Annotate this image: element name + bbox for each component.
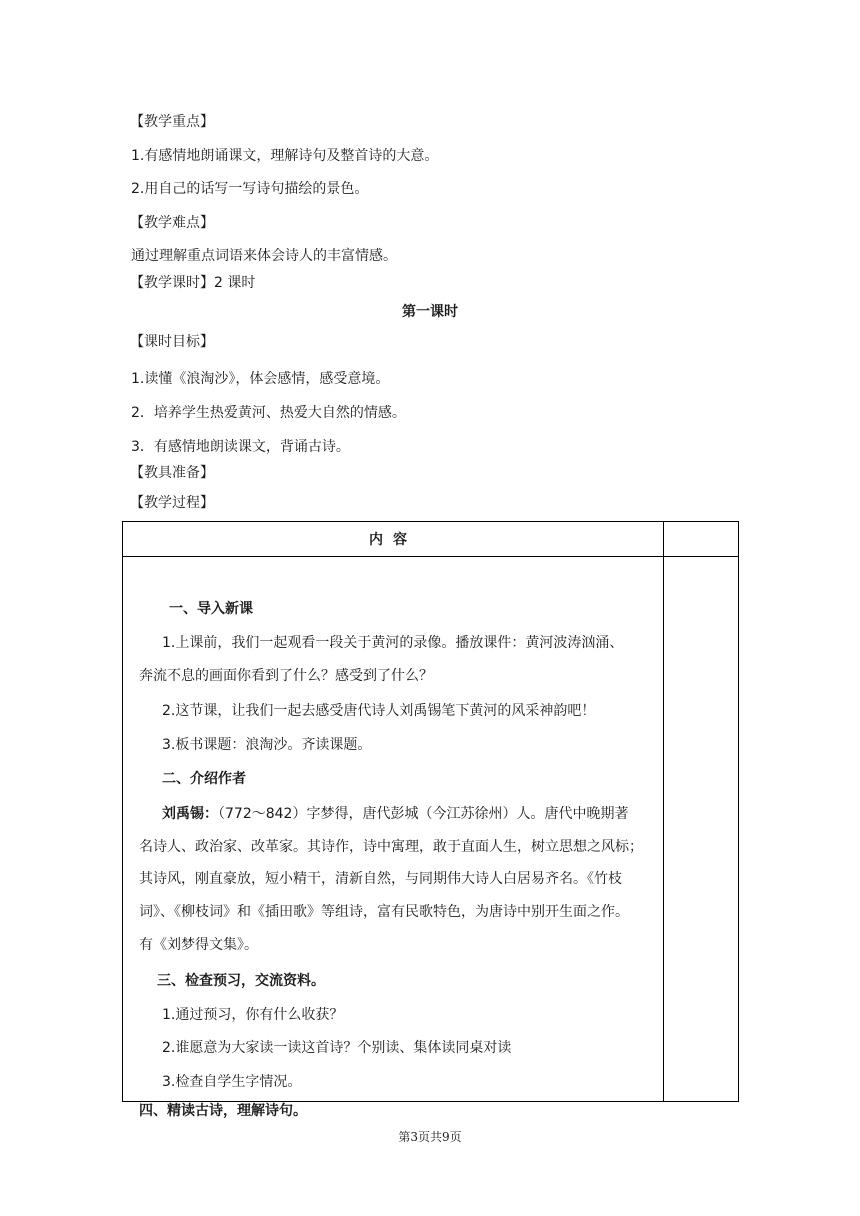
section-1-para-1a: 1.上课前，我们一起观看一段关于黄河的录像。播放课件：黄河波涛汹涌、 [162, 635, 624, 651]
table-header-notes [664, 522, 739, 557]
author-line-3: 其诗风，刚直豪放，短小精干，清新自然，与同期伟大诗人白居易齐名。《竹枝 [139, 871, 622, 887]
section-1-para-3: 3.板书课题：浪淘沙。齐读课题。 [162, 737, 372, 753]
key-point-1: 1.有感情地朗诵课文，理解诗句及整首诗的大意。 [131, 148, 439, 164]
content-cell [123, 557, 664, 1119]
author-name: 刘禹锡： [162, 806, 218, 822]
section-4-title: 四、精读古诗，理解诗句。 [139, 1103, 307, 1119]
table-header-content: 内容 [123, 522, 664, 557]
author-line-1 [162, 804, 628, 824]
goal-3: 3．有感情地朗读课文，背诵古诗。 [131, 439, 350, 455]
heading-tools: 【教具准备】 [130, 465, 214, 481]
lesson-process-table [122, 521, 739, 1119]
section-1-para-2: 2.这节课，让我们一起去感受唐代诗人刘禹锡笔下黄河的风采神韵吧！ [162, 703, 596, 719]
author-line-5: 有《刘梦得文集》。 [139, 937, 258, 953]
goal-2: 2．培养学生热爱黄河、热爱大自然的情感。 [131, 405, 406, 421]
goal-1: 1.读懂《浪淘沙》，体会感情，感受意境。 [131, 371, 390, 387]
author-line-2: 名诗人、政治家、改革家。其诗作，诗中寓理，敢于直面人生，树立思想之风标； [139, 839, 643, 855]
lesson-hours: 【教学课时】2 课时 [130, 275, 256, 291]
section-3-para-2: 2.谁愿意为大家读一读这首诗？个别读、集体读同桌对读 [162, 1040, 512, 1056]
heading-key-points: 【教学重点】 [130, 114, 214, 130]
author-text-1: （772～842）字梦得，唐代彭城（今江苏徐州）人。唐代中晚期著 [218, 806, 629, 822]
notes-cell [664, 557, 739, 1102]
heading-goals: 【课时目标】 [130, 334, 214, 350]
heading-difficulty: 【教学难点】 [130, 215, 214, 231]
page-footer: 第3页共9页 [398, 1130, 462, 1144]
section-3-para-1: 1.通过预习，你有什么收获？ [162, 1007, 344, 1023]
difficulty-text: 通过理解重点词语来体会诗人的丰富情感。 [131, 248, 397, 264]
section-3-title: 三、检查预习，交流资料。 [157, 973, 325, 989]
author-line-4: 词》、《柳枝词》和《插田歌》等组诗，富有民歌特色，为唐诗中别开生面之作。 [139, 904, 629, 920]
section-2-title: 二、介绍作者 [162, 771, 246, 787]
section-3-para-3: 3.检查自学生字情况。 [162, 1074, 302, 1090]
key-point-2: 2.用自己的话写一写诗句描绘的景色。 [131, 181, 369, 197]
heading-process: 【教学过程】 [130, 495, 214, 511]
lesson-title: 第一课时 [402, 304, 458, 320]
section-1-para-1b: 奔流不息的画面你看到了什么？感受到了什么？ [139, 668, 433, 684]
section-1-title: 一、导入新课 [169, 601, 253, 617]
